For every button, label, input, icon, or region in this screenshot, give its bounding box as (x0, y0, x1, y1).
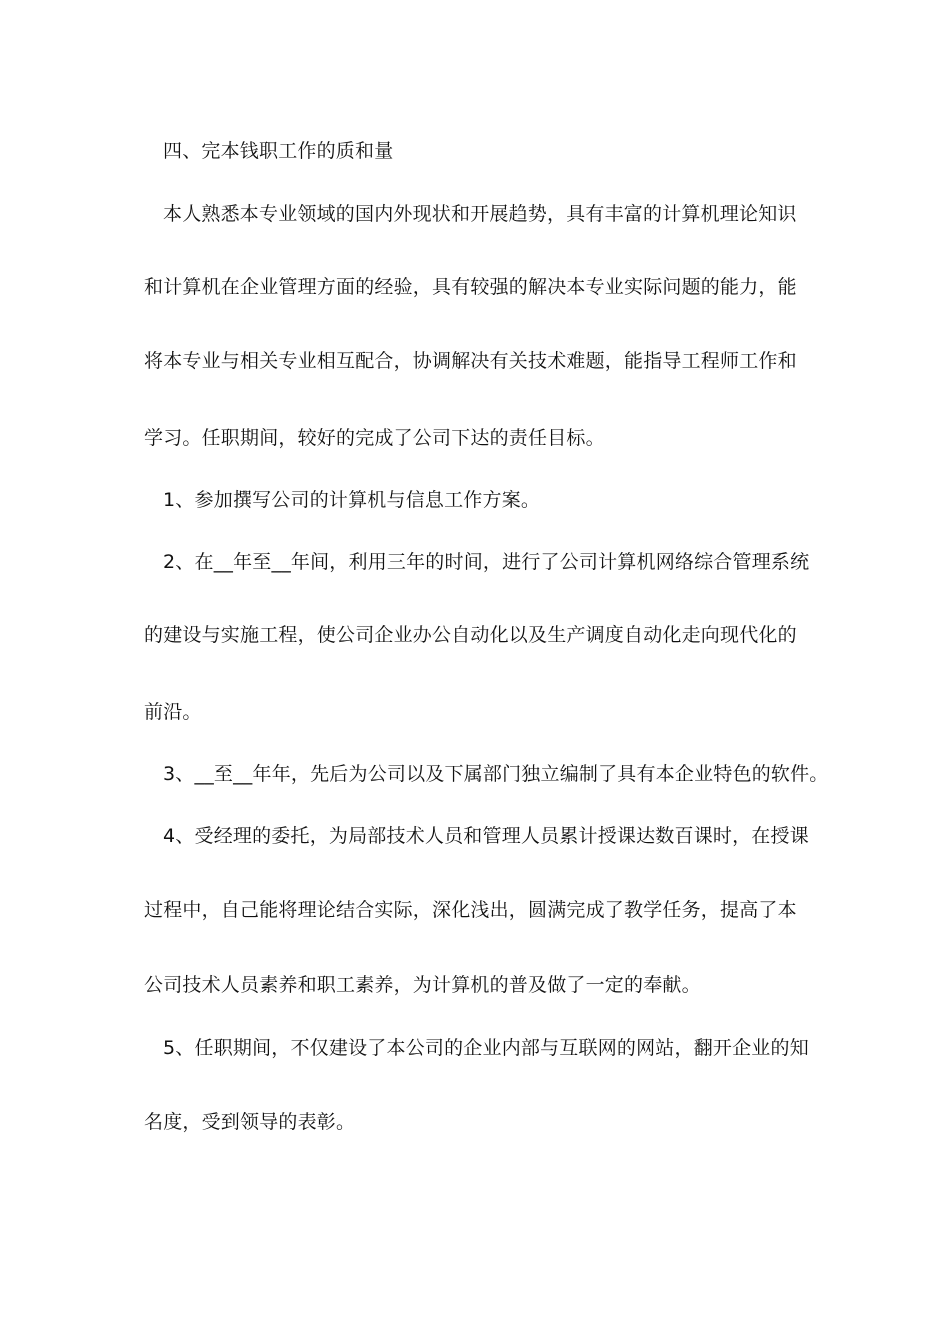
paragraph-line: 前沿。 (144, 701, 202, 723)
list-item: 4、受经理的委托，为局部技术人员和管理人员累计授课达数百课时，在授课 (163, 825, 809, 847)
section-heading: 四、完本钱职工作的质和量 (163, 140, 394, 162)
paragraph-line: 公司技术人员素养和职工素养，为计算机的普及做了一定的奉献。 (144, 974, 701, 996)
list-item: 1、参加撰写公司的计算机与信息工作方案。 (163, 489, 541, 511)
paragraph-line: 本人熟悉本专业领域的国内外现状和开展趋势，具有丰富的计算机理论知识 (163, 203, 797, 225)
paragraph-line: 名度，受到领导的表彰。 (144, 1111, 356, 1133)
list-item: 2、在__年至__年间，利用三年的时间，进行了公司计算机网络综合管理系统 (163, 551, 810, 573)
list-item: 3、__至__年年，先后为公司以及下属部门独立编制了具有本企业特色的软件。 (163, 763, 829, 785)
paragraph-line: 的建设与实施工程，使公司企业办公自动化以及生产调度自动化走向现代化的 (144, 624, 797, 646)
paragraph-line: 和计算机在企业管理方面的经验，具有较强的解决本专业实际问题的能力，能 (144, 276, 797, 298)
paragraph-line: 过程中，自己能将理论结合实际，深化浅出，圆满完成了教学任务，提高了本 (144, 899, 797, 921)
list-item: 5、任职期间，不仅建设了本公司的企业内部与互联网的网站，翻开企业的知 (163, 1037, 809, 1059)
paragraph-line: 学习。任职期间，较好的完成了公司下达的责任目标。 (144, 427, 605, 449)
paragraph-line: 将本专业与相关专业相互配合，协调解决有关技术难题，能指导工程师工作和 (144, 350, 797, 372)
